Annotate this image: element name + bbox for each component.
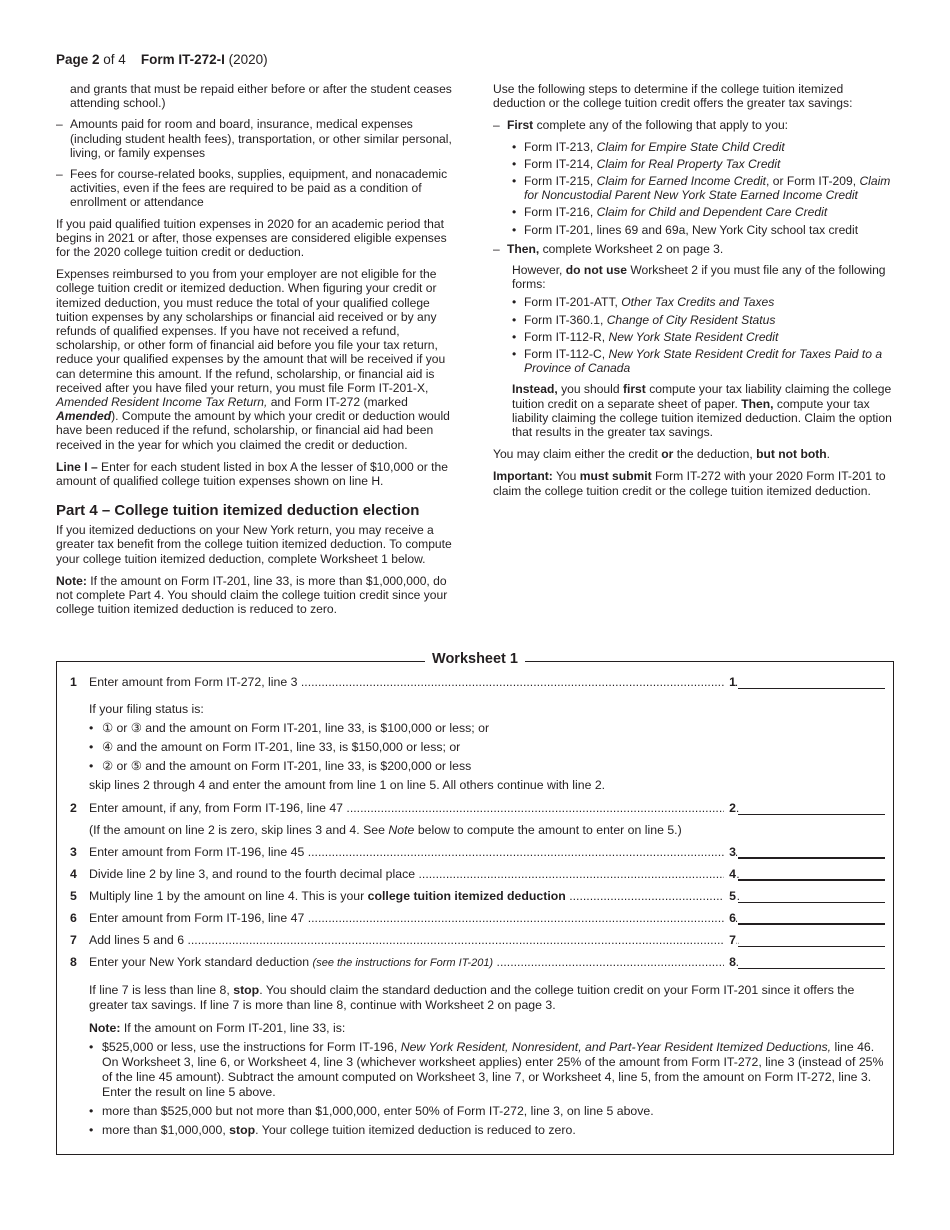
paragraph-line-i: Line I – Enter for each student listed in box A the lesser of $10,000 or the amount of qualified college tuition expenses shown on line H. <box>56 459 448 489</box>
continued-text: and grants that must be repaid either before or after the student ceases attending school.) <box>70 82 452 111</box>
line-5-entry-field[interactable] <box>738 902 885 903</box>
paragraph-reimbursed: Expenses reimbursed to you from your employer are not eligible for the college tuition credit or itemized deduction. When figuring your credit or itemized deduction, you must reduce the total of your qualified college tuition expenses by any scholarships or financial aid received or by any refunds of qualified expenses. If you have not received a refund, scholarship, or other form of financial aid before you file your tax return, reduce your qualified expenses by the amount that will be received if you can determine this amount. If the refund, scholarship, or financial aid is received after you have filed your return, you must file Form IT-201-X, Amended Resident Income Tax Return, and Form IT-272 (marked Amended). Compute the amount by which your credit or deduction would have been reduced if the refund, scholarship, or financial aid had been received in the year for which you claimed the credit or deduction. <box>56 267 450 452</box>
part4-heading: Part 4 – College tuition itemized deduction election <box>56 502 420 520</box>
paragraph-academic-period: If you paid qualified tuition expenses in 2020 for an academic period that begins in 2021 or after, those expenses are considered eligible expenses for the 2020 college tuition credit or deduction. <box>56 216 447 260</box>
line-2-note: (If the amount on line 2 is zero, skip lines 3 and 4. See Note below to compute the amount to enter on line 5.) <box>89 823 682 837</box>
page-number: Page 2 <box>56 52 100 67</box>
then-step: – Then, complete Worksheet 2 on page 3. <box>493 242 893 256</box>
first-step-list <box>493 140 893 237</box>
note-item: • more than $1,000,000, stop. Your college tuition itemized deduction is reduced to zero. <box>70 1123 885 1138</box>
worksheet-line-5: 5 Multiply line 1 by the amount on line 4. This is your college tuition itemized deduction ..... 5 <box>70 886 885 908</box>
list-item: • Form IT-215, Claim for Earned Income Credit, or Form IT-209, Claim for Noncustodial Parent New York State Earned Income Credit <box>512 174 893 202</box>
part4-text: If you itemized deductions on your New York return, you may receive a greater tax benefit from the college tuition itemized deduction. To compute your college tuition itemized deduction, complete Worksheet 1 below. <box>56 523 452 566</box>
line-7-entry-field[interactable] <box>738 946 885 947</box>
then-step-details <box>493 263 893 439</box>
line-2-entry-field[interactable] <box>738 814 885 815</box>
worksheet-line-2: 2 Enter amount, if any, from Form IT-196, line 47 ..... 2 <box>70 798 885 820</box>
left-column <box>56 82 458 625</box>
list-item: • Form IT-112-C, New York State Resident Credit for Taxes Paid to a Province of Canada <box>512 347 893 375</box>
line-3-entry-field[interactable] <box>738 857 885 859</box>
worksheet-1 <box>70 672 885 1142</box>
page-of: of 4 <box>103 52 126 67</box>
worksheet-line-1: 1 Enter amount from Form IT-272, line 3 ..... 1 <box>70 672 885 694</box>
filing-status-item: • ④ and the amount on Form IT-201, line 33, is $150,000 or less; or <box>70 740 885 755</box>
right-column <box>493 82 893 506</box>
list-item: • Form IT-213, Claim for Empire State Child Credit <box>512 140 893 154</box>
line-8-entry-field[interactable] <box>738 968 885 969</box>
worksheet-note: Note: If the amount on Form IT-201, line 33, is: <box>89 1021 346 1035</box>
either-text: You may claim either the credit or the deduction, but not both. <box>493 447 831 462</box>
worksheet-line-8: 8 Enter your New York standard deduction (see the instructions for Form IT-201) ..... 8 <box>70 952 885 974</box>
line-4-entry-field[interactable] <box>738 879 885 881</box>
list-item: • Form IT-201-ATT, Other Tax Credits and Taxes <box>512 295 893 309</box>
however-text: However, do not use Worksheet 2 if you must file any of the following forms: <box>512 263 886 292</box>
dash-item-fees: – Fees for course-related books, supplies, equipment, and nonacademic activities, even if the fees are required to be paid as a condition of enrollment or attendance <box>56 167 458 210</box>
list-item: • Form IT-214, Claim for Real Property Tax Credit <box>512 157 893 171</box>
worksheet-line-4: 4 Divide line 2 by line 3, and round to the fourth decimal place ..... 4 <box>70 864 885 886</box>
list-item: • Form IT-216, Claim for Child and Dependent Care Credit <box>512 205 893 219</box>
part4-note: Note: If the amount on Form IT-201, line 33, is more than $1,000,000, do not complete Part 4. You should claim the college tuition credit since your college tuition itemized deduction is reduced to zero. <box>56 573 448 617</box>
worksheet-title: Worksheet 1 <box>56 652 894 666</box>
list-item: • Form IT-201, lines 69 and 69a, New York City school tax credit <box>512 223 893 237</box>
worksheet-line-6: 6 Enter amount from Form IT-196, line 47 ..... 6 <box>70 908 885 930</box>
form-year: (2020) <box>228 52 268 67</box>
page-header <box>56 53 268 67</box>
steps-intro: Use the following steps to determine if the college tuition itemized deduction or the college tuition credit offers the greater tax savings: <box>493 82 853 111</box>
filing-status-intro: If your filing status is: <box>89 702 204 716</box>
list-item: • Form IT-360.1, Change of City Resident Status <box>512 313 893 327</box>
worksheet-line-7: 7 Add lines 5 and 6 ..... 7 <box>70 930 885 952</box>
line-6-entry-field[interactable] <box>738 923 885 925</box>
important-text: Important: You must submit Form IT-272 with your 2020 Form IT-201 to claim the college tuition credit or the college tuition itemized deduction. <box>493 469 886 498</box>
first-step: – First complete any of the following that apply to you: <box>493 118 893 132</box>
dash-item-room-board: – Amounts paid for room and board, insurance, medical expenses (including student health fees), transportation, or other similar personal, living, or family expenses <box>56 117 458 160</box>
filing-status-item: • ② or ⑤ and the amount on Form IT-201, line 33, is $200,000 or less <box>70 759 885 774</box>
line-7-vs-8-instruction: If line 7 is less than line 8, stop. You should claim the standard deduction and the college tuition credit on your Form IT-201 since it offers the greater tax savings. If line 7 is more than line 8, continue with Worksheet 2 on page 3. <box>89 983 855 1012</box>
note-item: • more than $525,000 but not more than $1,000,000, enter 50% of Form IT-272, line 3, on line 5 above. <box>70 1104 885 1119</box>
worksheet-line-3: 3 Enter amount from Form IT-196, line 45 ..... 3 <box>70 842 885 864</box>
list-item: • Form IT-112-R, New York State Resident Credit <box>512 330 893 344</box>
instead-text: Instead, you should first compute your tax liability claiming the college tuition credit on a separate sheet of paper. Then, compute your tax liability claiming the college tuition itemized deduction. Claim the option that results in the greater tax savings. <box>512 382 892 440</box>
form-name: Form IT-272-I <box>140 52 225 67</box>
line-1-entry-field[interactable] <box>738 688 885 689</box>
note-item: • $525,000 or less, use the instructions for Form IT-196, New York Resident, Nonresident, and Part-Year Resident Itemized Deductions, line 46. On Worksheet 3, line 6, or Worksheet 4, line 3 (whichever worksheet applies) enter 25% of the amount from Form IT-272, line 3 (instead of 25% of the line 45 amount). Subtract the amount computed on Worksheet 3, line 7, or Worksheet 4, line 5, from the amount on Form IT-272, line 3. Enter the result on line 5 above. <box>70 1040 885 1100</box>
skip-instruction: skip lines 2 through 4 and enter the amount from line 1 on line 5. All others continue with line 2. <box>89 778 606 792</box>
filing-status-item: • ① or ③ and the amount on Form IT-201, line 33, is $100,000 or less; or <box>70 721 885 736</box>
